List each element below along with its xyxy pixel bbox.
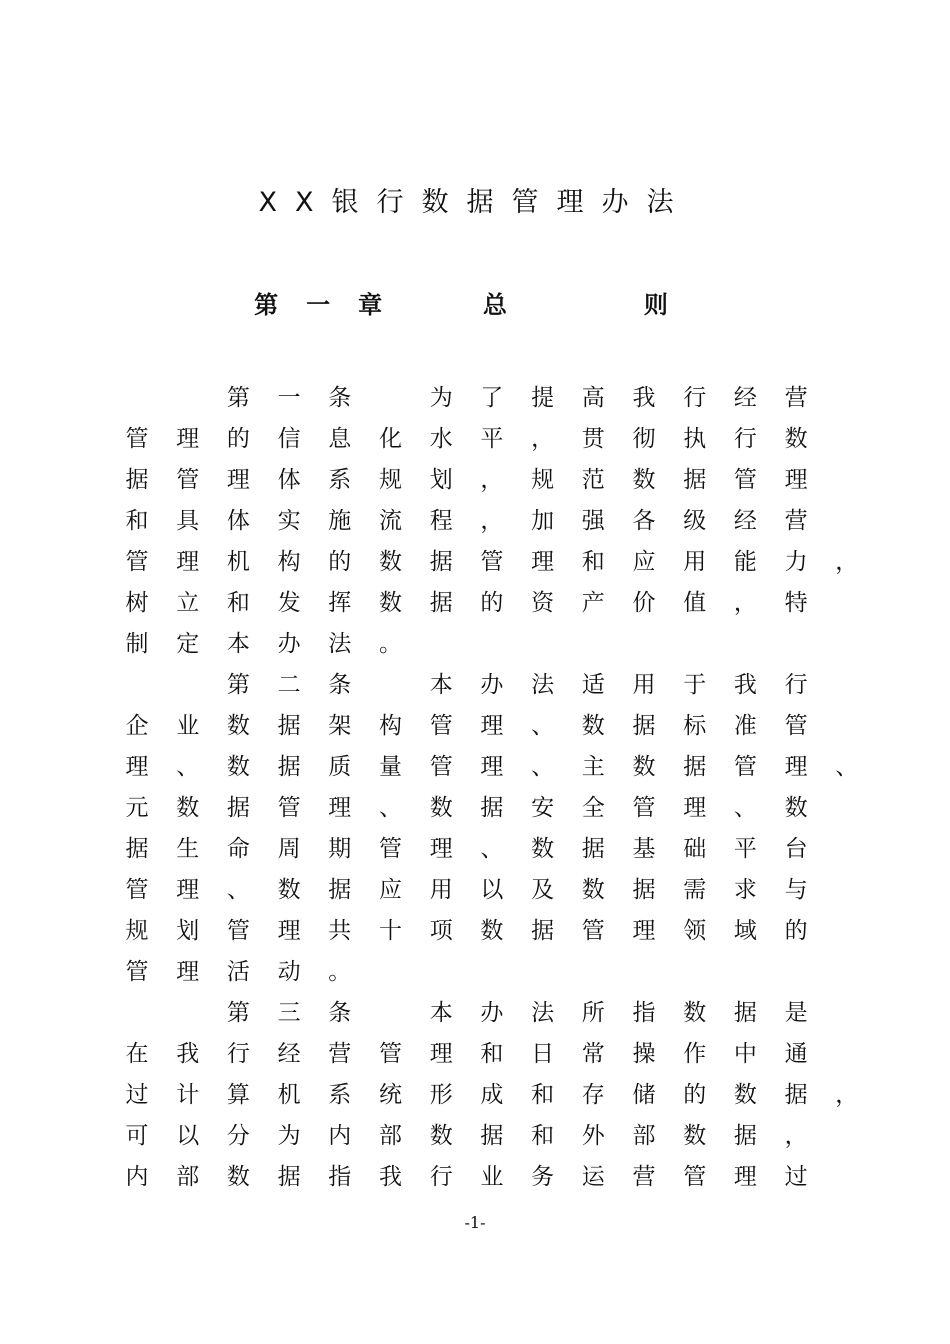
body-line: 管 理 活 动 。 [125,959,352,985]
body-line: 第 二 条 本 办 法 适 用 于 我 行 [226,672,808,698]
body-line: 第 三 条 本 办 法 所 指 数 据 是 [226,1000,808,1026]
body-line: 内 部 数 据 指 我 行 业 务 运 营 管 理 过 [125,1164,808,1190]
body-line: 可 以 分 为 内 部 数 据 和 外 部 数 据 ， [125,1123,808,1149]
body-line: 第 一 条 为 了 提 高 我 行 经 营 [226,385,808,411]
body-line: 理 、 数 据 质 量 管 理 、 主 数 据 管 理 、 [125,754,859,780]
body-line: 和 具 体 实 施 流 程 ， 加 强 各 级 经 营 [125,508,808,534]
page-number: -1- [464,1213,486,1232]
body-line: 过 计 算 机 系 统 形 成 和 存 储 的 数 据 ， [125,1082,859,1108]
body-line: 树 立 和 发 挥 数 据 的 资 产 价 值 ， 特 [125,590,808,616]
body-line: 制 定 本 办 法 。 [125,631,402,657]
body-line: 据 管 理 体 系 规 划 ， 规 范 数 据 管 理 [125,467,808,493]
chapter-heading: 第一章 总 则 [254,291,696,319]
body-line: 在 我 行 经 营 管 理 和 日 常 操 作 中 通 [125,1041,808,1067]
body-line: 管 理 机 构 的 数 据 管 理 和 应 用 能 力 ， [125,549,859,575]
body-line: 元 数 据 管 理 、 数 据 安 全 管 理 、 数 [125,795,808,821]
body-line: 管 理 的 信 息 化 水 平 ， 贯 彻 执 行 数 [125,426,808,452]
body-line: 据 生 命 周 期 管 理 、 数 据 基 础 平 台 [125,836,808,862]
body-line: 企 业 数 据 架 构 管 理 、 数 据 标 准 管 [125,713,808,739]
body-line: 规 划 管 理 共 十 项 数 据 管 理 领 域 的 [125,918,808,944]
document-title: XX银行数据管理办法 [258,187,692,218]
body-line: 管 理 、 数 据 应 用 以 及 数 据 需 求 与 [125,877,808,903]
